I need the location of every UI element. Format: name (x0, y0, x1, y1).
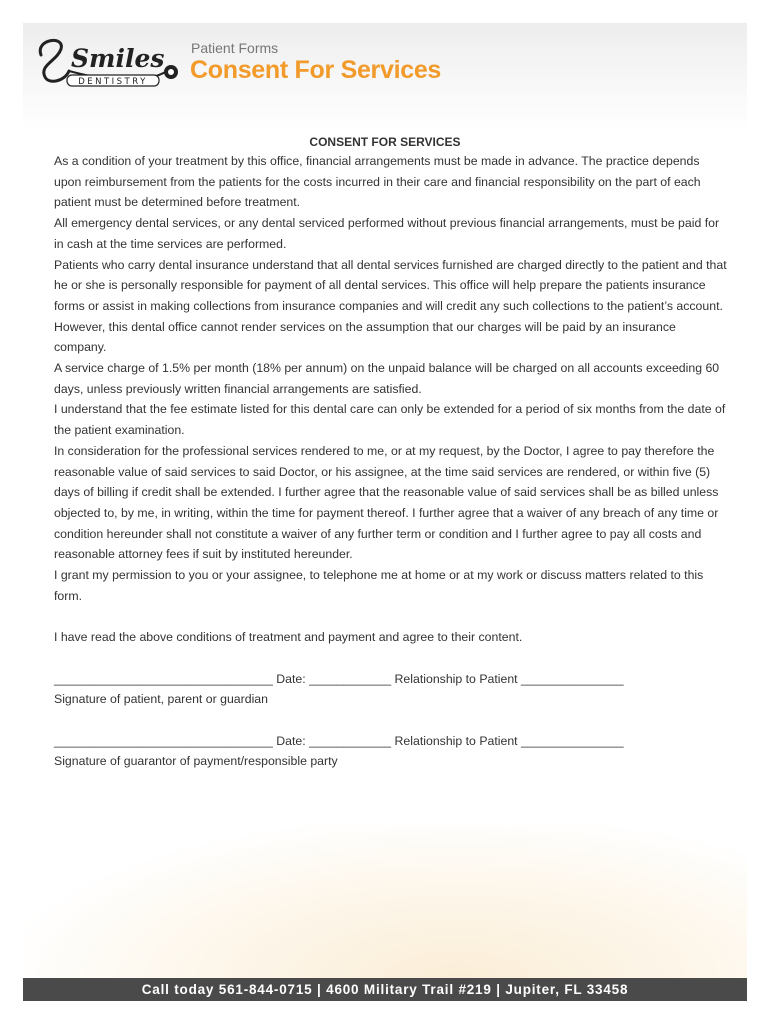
logo-subtext: DENTISTRY (78, 77, 148, 87)
spacer (54, 606, 730, 627)
spacer (54, 710, 730, 731)
signature-label-patient: Signature of patient, parent or guardian (54, 692, 268, 707)
logo-text: Smiles (71, 44, 165, 73)
signature-line-patient[interactable]: ________________________________ Date: ____________ Relationship to Patient _______________ (54, 671, 624, 686)
paragraph: As a condition of your treatment by this office, financial arrangements must be made in advance. The practice depends upon reimbursement from the patients for the costs incurred in their care and financial responsibility on the part of each patient must be determined before treatment. (54, 154, 701, 210)
header-title: Consent For Services (190, 56, 442, 84)
signature-line-guarantor[interactable]: ________________________________ Date: ____________ Relationship to Patient _______________ (54, 733, 624, 748)
spacer (54, 648, 730, 669)
smiles-dentistry-logo (31, 27, 181, 91)
footer-contact-bar: Call today 561-844-0715 | 4600 Military Trail #219 | Jupiter, FL 33458 (23, 978, 747, 1001)
document-heading: CONSENT FOR SERVICES (309, 135, 461, 149)
paragraph: Patients who carry dental insurance understand that all dental services furnished are charged directly to the patient and that he or she is personally responsible for payment of all dental services. This office will help prepare the patients insurance forms or assist in making collections from insurance companies and will credit any such collections to the patient’s account. However, this dental office cannot render services on the assumption that our charges will be paid by an insurance company. (54, 257, 727, 355)
document-body (54, 151, 730, 772)
footer-glow (23, 823, 747, 978)
form-page (23, 23, 747, 1001)
header-subtitle: Patient Forms (191, 40, 279, 56)
signature-label-guarantor: Signature of guarantor of payment/responsible party (54, 754, 338, 769)
paragraph: In consideration for the professional services rendered to me, or at my request, by the Doctor, I agree to pay therefore the reasonable value of said services to said Doctor, or his assignee, at the time said services are rendered, or within five (5) days of billing if credit shall be extended. I further agree that the reasonable value of said services shall be as billed unless objected to, by me, in writing, within the time for payment thereof. I further agree that a waiver of any breach of any time or condition hereunder shall not constitute a waiver of any further term or condition and I further agree to pay all costs and reasonable attorney fees if suit by instituted hereunder. (54, 443, 719, 562)
paragraph: All emergency dental services, or any dental serviced performed without previous financial arrangements, must be paid for in cash at the time services are performed. (54, 216, 720, 251)
acknowledgement-text: I have read the above conditions of treatment and payment and agree to their content. (54, 630, 523, 645)
paragraph: I understand that the fee estimate listed for this dental care can only be extended for a period of six months from the date of the patient examination. (54, 402, 726, 438)
paragraph: A service charge of 1.5% per month (18% per annum) on the unpaid balance will be charged on all accounts exceeding 60 days, unless previously written financial arrangements are satisfied. (54, 361, 720, 396)
paragraph: I grant my permission to you or your assignee, to telephone me at home or at my work or discuss matters related to this form. (54, 568, 704, 603)
